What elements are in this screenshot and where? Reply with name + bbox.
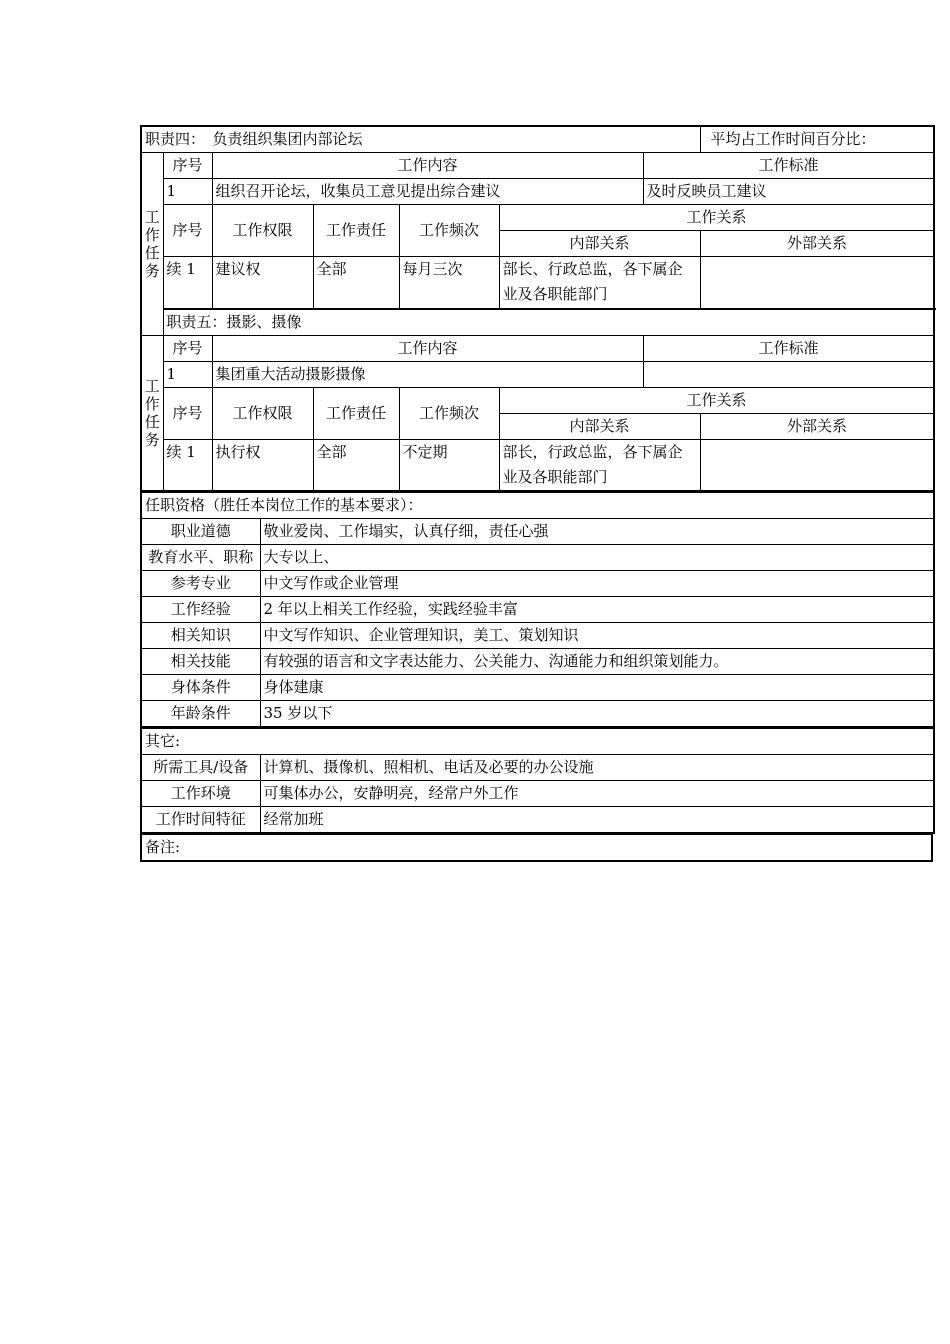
duty5-rel-frequency: 不定期	[399, 439, 499, 491]
qual-value: 有较强的语言和文字表达能力、公关能力、沟通能力和组织策划能力。	[260, 649, 934, 675]
duty4-external-header: 外部关系	[700, 231, 934, 257]
duty5-task-header-row	[141, 335, 934, 361]
duty4-rel-seq: 续 1	[163, 257, 212, 309]
qual-label: 身体条件	[141, 675, 260, 701]
duty5-task-content: 集团重大活动摄影摄像	[212, 361, 643, 387]
remarks-label: 备注:	[141, 835, 932, 862]
duty5-task-standard	[643, 361, 934, 387]
duty5-rel-authority: 执行权	[212, 439, 313, 491]
duty5-authority-header: 工作权限	[212, 387, 313, 439]
duty4-rel-external	[700, 257, 934, 309]
duty5-internal-header: 内部关系	[499, 413, 700, 439]
table-row	[141, 179, 934, 205]
duty4-internal-header: 内部关系	[499, 231, 700, 257]
table-row	[141, 545, 934, 571]
qual-label: 相关技能	[141, 649, 260, 675]
duty5-relations-header: 工作关系	[499, 387, 934, 413]
duty4-task-standard: 及时反映员工建议	[643, 179, 934, 205]
other-label: 工作环境	[141, 781, 260, 807]
other-table	[140, 728, 935, 834]
table-row	[141, 701, 934, 728]
duty5-external-header: 外部关系	[700, 413, 934, 439]
duty4-seq-header: 序号	[163, 153, 212, 179]
duty4-standard-header: 工作标准	[643, 153, 934, 179]
duty5-seq-header: 序号	[163, 335, 212, 361]
other-value: 计算机、摄像机、照相机、电话及必要的办公设施	[260, 755, 934, 781]
other-value: 经常加班	[260, 807, 934, 834]
duty4-rel-frequency: 每月三次	[399, 257, 499, 309]
duty4-table	[140, 125, 935, 492]
qual-value: 身体建康	[260, 675, 934, 701]
duty5-side-label: 工作任务	[141, 335, 163, 491]
duty5-rel-responsibility: 全部	[313, 439, 399, 491]
other-title-row	[141, 729, 934, 755]
table-row	[141, 361, 934, 387]
other-title: 其它:	[141, 729, 934, 755]
table-row	[141, 623, 934, 649]
duty4-title-row	[141, 126, 934, 153]
table-row	[141, 755, 934, 781]
qual-label: 相关知识	[141, 623, 260, 649]
duty4-rel-internal: 部长、行政总监，各下属企业及各职能部门	[499, 257, 700, 309]
table-row	[141, 257, 934, 309]
duty4-time-percent: 平均占工作时间百分比：	[700, 126, 934, 153]
table-row	[141, 781, 934, 807]
other-value: 可集体办公，安静明亮，经常户外工作	[260, 781, 934, 807]
duty4-relations-header: 工作关系	[499, 205, 934, 231]
qual-value: 35 岁以下	[260, 701, 934, 728]
other-label: 工作时间特征	[141, 807, 260, 834]
remarks-table	[140, 834, 933, 862]
duty5-content-header: 工作内容	[212, 335, 643, 361]
qual-value: 敬业爱岗、工作塌实，认真仔细，责任心强	[260, 519, 934, 545]
duty4-task-content: 组织召开论坛，收集员工意见提出综合建议	[212, 179, 643, 205]
duty5-responsibility-header: 工作责任	[313, 387, 399, 439]
duty4-content-header: 工作内容	[212, 153, 643, 179]
qualifications-title: 任职资格（胜任本岗位工作的基本要求）：	[141, 493, 934, 519]
table-row	[141, 807, 934, 834]
duty4-rel-responsibility: 全部	[313, 257, 399, 309]
remarks-row	[141, 835, 932, 862]
duty5-standard-header: 工作标准	[643, 335, 934, 361]
job-description-page	[140, 125, 933, 862]
qualifications-title-row	[141, 493, 934, 519]
duty5-rel-internal: 部长，行政总监，各下属企业及各职能部门	[499, 439, 700, 491]
duty5-task-seq: 1	[163, 361, 212, 387]
duty4-responsibility-header: 工作责任	[313, 205, 399, 257]
duty4-task-seq: 1	[163, 179, 212, 205]
duty4-rel-header-row	[141, 205, 934, 231]
table-row	[141, 597, 934, 623]
qual-label: 年龄条件	[141, 701, 260, 728]
qual-label: 职业道德	[141, 519, 260, 545]
duty4-task-header-row	[141, 153, 934, 179]
duty5-frequency-header: 工作频次	[399, 387, 499, 439]
other-label: 所需工具/设备	[141, 755, 260, 781]
qual-value: 大专以上、	[260, 545, 934, 571]
duty4-frequency-header: 工作频次	[399, 205, 499, 257]
qualifications-table	[140, 492, 935, 728]
duty4-authority-header: 工作权限	[212, 205, 313, 257]
table-row	[141, 519, 934, 545]
duty5-rel-seq-header: 序号	[163, 387, 212, 439]
table-row	[141, 649, 934, 675]
duty4-side-label: 工作任务	[141, 153, 163, 336]
duty4-title: 职责四： 负责组织集团内部论坛	[141, 126, 700, 153]
qual-label: 工作经验	[141, 597, 260, 623]
qual-label: 参考专业	[141, 571, 260, 597]
qual-value: 中文写作知识、企业管理知识，美工、策划知识	[260, 623, 934, 649]
table-row	[141, 439, 934, 491]
duty5-title: 职责五：摄影、摄像	[163, 309, 934, 336]
duty5-rel-external	[700, 439, 934, 491]
duty5-rel-header-row	[141, 387, 934, 413]
qual-value: 中文写作或企业管理	[260, 571, 934, 597]
table-row	[141, 571, 934, 597]
duty4-rel-authority: 建议权	[212, 257, 313, 309]
duty4-rel-seq-header: 序号	[163, 205, 212, 257]
table-row	[141, 675, 934, 701]
duty5-title-row	[141, 309, 934, 336]
duty5-rel-seq: 续 1	[163, 439, 212, 491]
qual-label: 教育水平、职称	[141, 545, 260, 571]
qual-value: 2 年以上相关工作经验，实践经验丰富	[260, 597, 934, 623]
